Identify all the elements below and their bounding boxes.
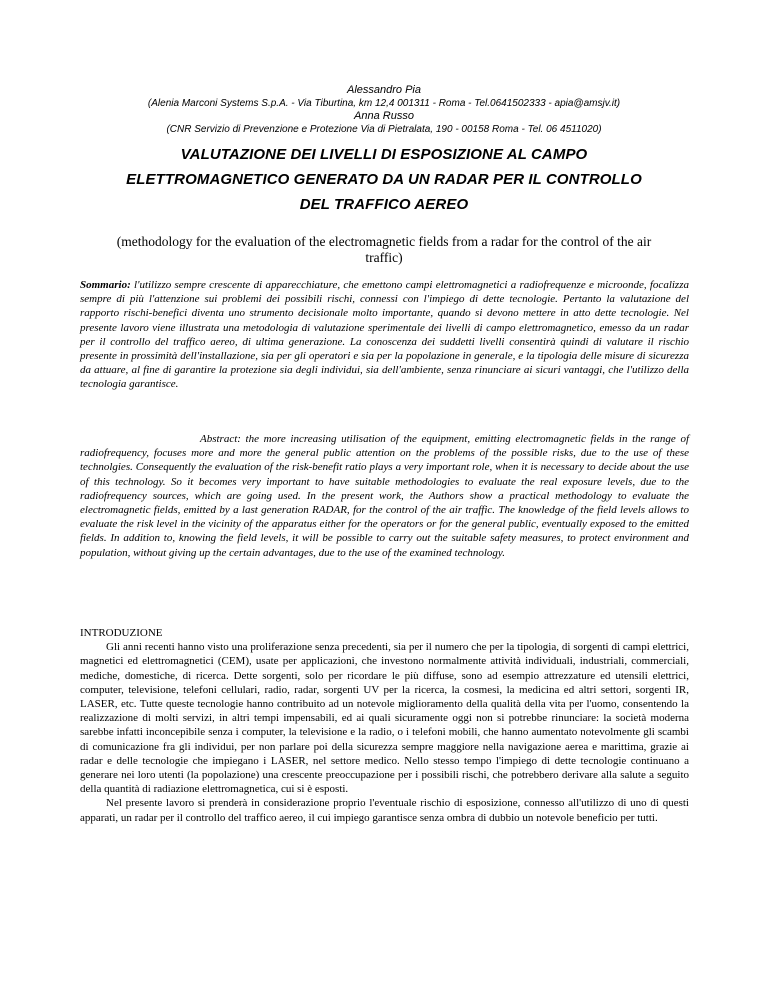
author-name: Anna Russo xyxy=(354,110,414,122)
author-affiliation: (CNR Servizio di Prevenzione e Protezione Via di Pietralata, 190 - 00158 Roma - Tel. 06 4511020) xyxy=(166,124,602,135)
abstract-paragraph: Abstract: the more increasing utilisation of the equipment, emitting electromagnetic fields in the range of radiofrequency, focuses more and more the general public attention on the problems of the possible risks, due to the use of these technolgies. Consequently the evaluation of the risk-benefit ratio plays a very important role, when it is necessary to decide about the use of this technology. So it becomes very important to have suitable methodologies to evaluate the real exposure levels, due to the radiofrequency sources, which are going used. In the present work, the Authors show a practical methodology to evaluate the electromagnetic fields, emitted by a last generation RADAR, for the control of the air traffic. The knowledge of the field levels allows to evaluate the risk level in the vicinity of the apparatus either for the operators or for the general public, eventually exposed to the emitted fields. In addition to, knowing the field levels, it will be possible to carry out the suitable safety measures, to protect environment and population, without giving up the certain advantages, due to the use of the examined technology. xyxy=(80,433,689,559)
section-heading: INTRODUZIONE xyxy=(80,627,163,639)
body-paragraph: Nel presente lavoro si prenderà in considerazione proprio l'eventuale rischio di esposizione, connesso all'utilizzo di uno di questi apparati, un radar per il controllo del traffico aereo, il cui impiego garantisce senza ombra di dubbio un notevole beneficio per tutti. xyxy=(80,797,689,824)
sommario-paragraph xyxy=(80,278,689,392)
introduction-section xyxy=(80,626,689,825)
author-block xyxy=(0,84,768,136)
author-affiliation: (Alenia Marconi Systems S.p.A. - Via Tiburtina, km 12,4 001311 - Roma - Tel.0641502333 - apia@amsjv.it) xyxy=(147,98,621,109)
sommario-text: l'utilizzo sempre crescente di apparecchiature, che emettono campi elettromagnetici a radiofrequenze e microonde, focalizza sempre di più l'attenzione sui problemi dei possibili rischi, connessi con l'impiego di dette tecnologie. Pertanto la valutazione del rapporto rischi-benefici diventa uno strumento decisionale molto importante, quando si devono mettere in atto dette tecnologie. Nel presente lavoro viene illustrata una metodologia di valutazione sperimentale dei livelli di campo elettromagnetico, emesso da un radar per il controllo del traffico aereo, di ultima generazione. La conoscenza dei suddetti livelli consentirà quindi di valutare il rischio presente in prossimità dell'installazione, sia per gli operatori e sia per la popolazione in generale, e la tipologia delle misure di sicurezza da attuare, al fine di garantire la protezione sia degli individui, sia dell'ambiente, senza rinunciare ai sicuri vantaggi, che l'utilizzo della tecnologia garantisce. xyxy=(80,279,689,391)
author-name: Alessandro Pia xyxy=(347,84,421,96)
body-paragraph: Gli anni recenti hanno visto una proliferazione senza precedenti, sia per il numero che per la tipologia, di sorgenti di campi elettrici, magnetici ed elettromagnetici (CEM), usate per applicazioni, che investono normalmente attività individuali, industriali, commerciali, mediche, domestiche, di ricerca. Dette sorgenti, solo per ricordare le più diffuse, sono ad esempio attrezzature ed utensili elettrici, computer, televisione, telefoni cellulari, radio, radar, sorgenti UV per la ricerca, la cosmesi, la medicina ed altri settori, sorgenti IR, LASER, etc. Tutte queste tecnologie hanno contribuito ad un notevole miglioramento della qualità della vita per l'uomo, consentendo la realizzazione di molti servizi, in altri tempi impensabili, ed ai quali sicuramente oggi non si potrebbe rinunciare: la società moderna sarebbe infatti inconcepibile senza i computer, la televisione e la radio, o i telefoni mobili, che hanno aumentato notevolmente gli scambi di comunicazione fra gli individui, per non parlare poi della sicurezza sempre maggiore nella navigazione aerea e marittima, grazie ai radar e delle tecnologie che impiegano i LASER, nel settore medico. Nello stesso tempo l'impiego di dette tecnologie continuano a generare nei loro utenti (la popolazione) una crescente preoccupazione per i possibili rischi, che potrebbero derivare alla salute a seguito della quantità di radiazione elettromagnetica, cui si è esposti. xyxy=(80,641,689,796)
sommario-label: Sommario: xyxy=(80,279,131,291)
paper-subtitle: (methodology for the evaluation of the electromagnetic fields from a radar for the control of the air traffic) xyxy=(116,234,652,265)
paper-title: VALUTAZIONE DEI LIVELLI DI ESPOSIZIONE AL CAMPO ELETTROMAGNETICO GENERATO DA UN RADAR PER IL CONTROLLO DEL TRAFFICO AEREO xyxy=(126,146,642,213)
